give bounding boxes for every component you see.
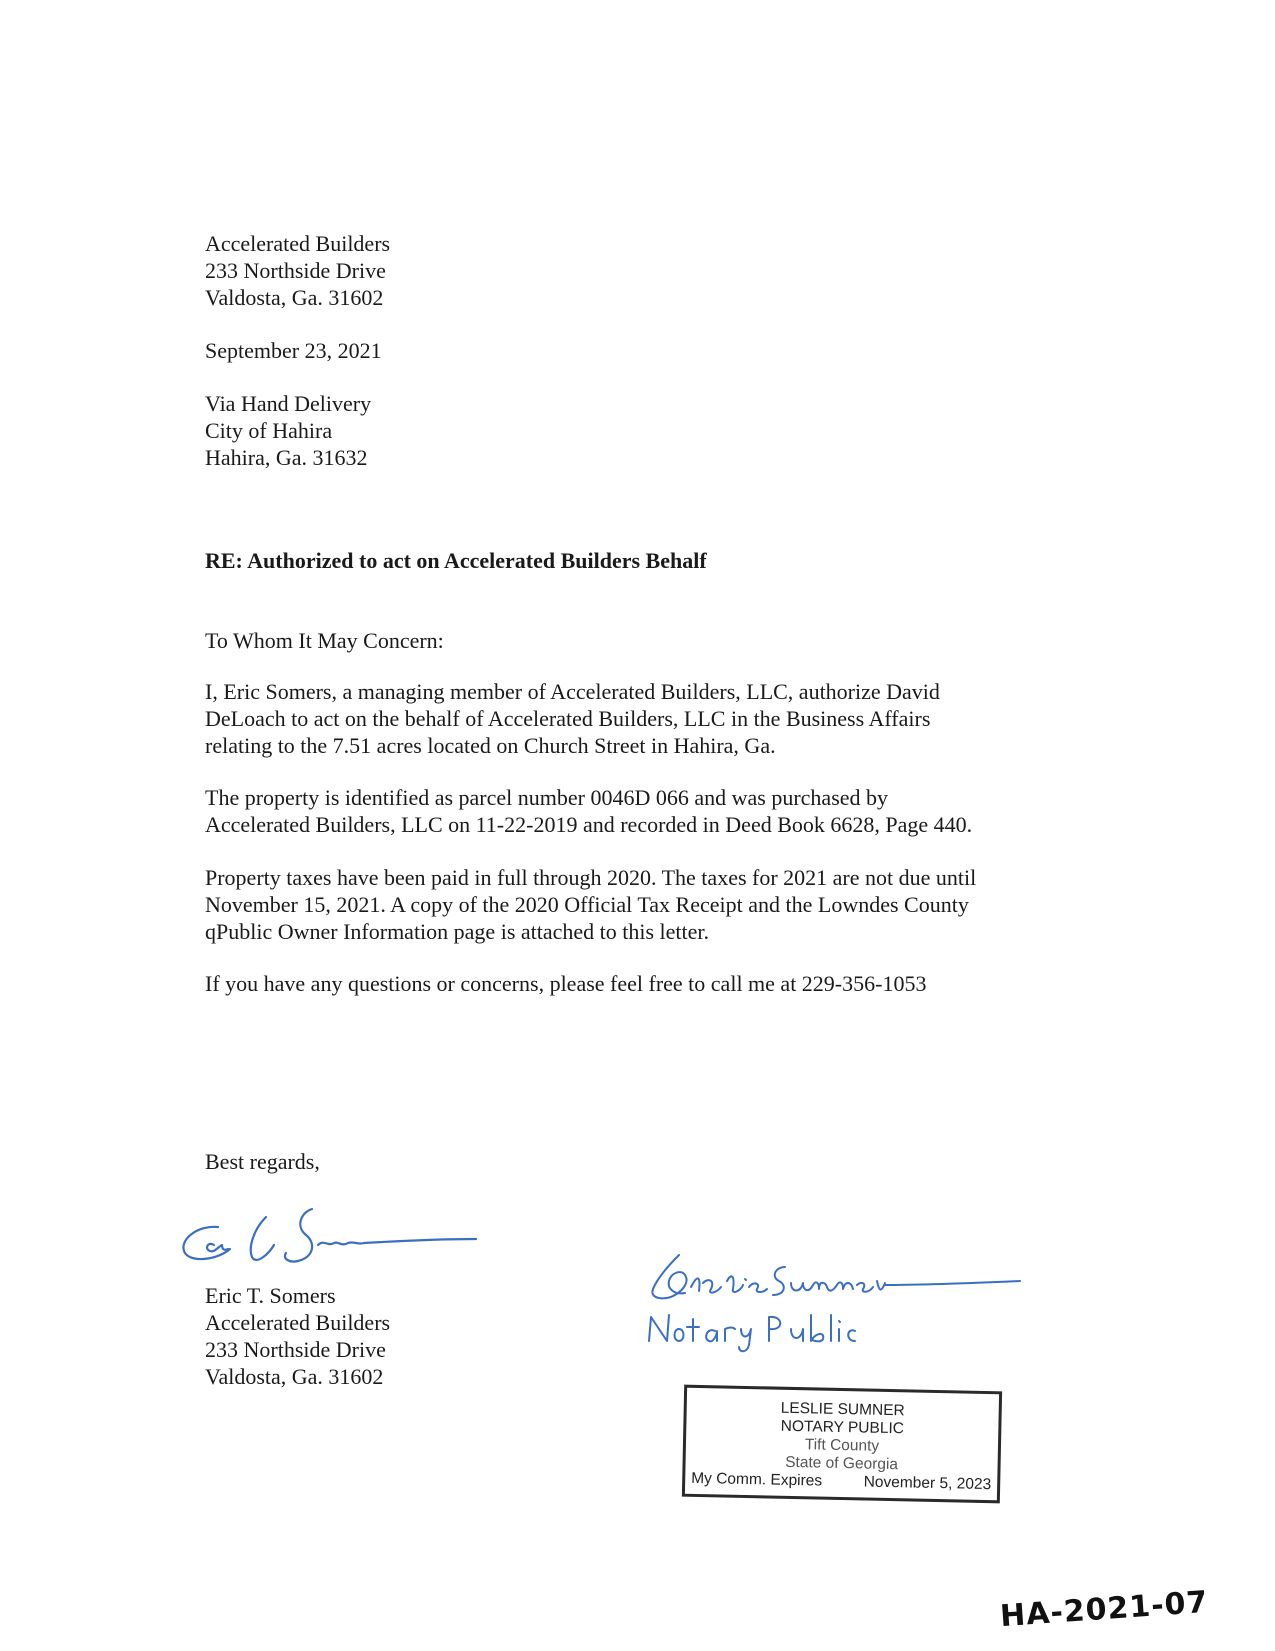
recipient-name: City of Hahira bbox=[205, 418, 333, 443]
signer-street: 233 Northside Drive bbox=[205, 1337, 386, 1362]
signer-block bbox=[205, 1282, 390, 1390]
paragraph-property: The property is identified as parcel number 0046D 066 and was purchased by Accelerated Builders, LLC on 11-22-2019 and recorded in Deed Book 6628, Page 440. bbox=[205, 785, 973, 837]
paragraph-authorization: I, Eric Somers, a managing member of Accelerated Builders, LLC, authorize David DeLoach to act on the behalf of Accelerated Builders, LLC in the Business Affairs relating to the 7.51 acres located on Church Street in Hahira, Ga. bbox=[205, 679, 940, 758]
signer-city: Valdosta, Ga. 31602 bbox=[205, 1364, 384, 1389]
notary-signature bbox=[645, 1245, 1025, 1355]
notary-stamp-county: Tift County bbox=[804, 1436, 880, 1455]
paragraph-contact: If you have any questions or concerns, please feel free to call me at 229-356-1053 bbox=[205, 971, 927, 996]
recipient-city: Hahira, Ga. 31632 bbox=[205, 445, 368, 470]
sender-street: 233 Northside Drive bbox=[205, 258, 386, 283]
notary-stamp-expires-label: My Comm. Expires bbox=[691, 1469, 823, 1490]
paragraph-taxes: Property taxes have been paid in full through 2020. The taxes for 2021 are not due until November 15, 2021. A copy of the 2020 Official Tax Receipt and the Lowndes County qPublic Owner Information page is attached to this letter. bbox=[205, 865, 977, 944]
notary-stamp bbox=[682, 1385, 1002, 1504]
signer-company: Accelerated Builders bbox=[205, 1310, 391, 1335]
signer-signature bbox=[178, 1205, 478, 1275]
delivery-method: Via Hand Delivery bbox=[205, 391, 372, 416]
notary-stamp-title: NOTARY PUBLIC bbox=[780, 1417, 905, 1438]
notary-stamp-state: State of Georgia bbox=[784, 1453, 899, 1474]
letter-date: September 23, 2021 bbox=[205, 338, 382, 363]
salutation: To Whom It May Concern: bbox=[205, 628, 444, 653]
sender-city: Valdosta, Ga. 31602 bbox=[205, 285, 384, 310]
notary-stamp-name: LESLIE SUMNER bbox=[780, 1399, 905, 1420]
notary-stamp-expires-date: November 5, 2023 bbox=[863, 1473, 992, 1494]
signer-name: Eric T. Somers bbox=[205, 1283, 336, 1308]
closing: Best regards, bbox=[205, 1149, 320, 1174]
sender-address bbox=[205, 230, 390, 311]
sender-name: Accelerated Builders bbox=[205, 231, 391, 256]
subject-line: RE: Authorized to act on Accelerated Builders Behalf bbox=[205, 548, 707, 573]
document-id: HA-2021-07 bbox=[999, 1584, 1210, 1635]
recipient-address bbox=[205, 390, 371, 471]
